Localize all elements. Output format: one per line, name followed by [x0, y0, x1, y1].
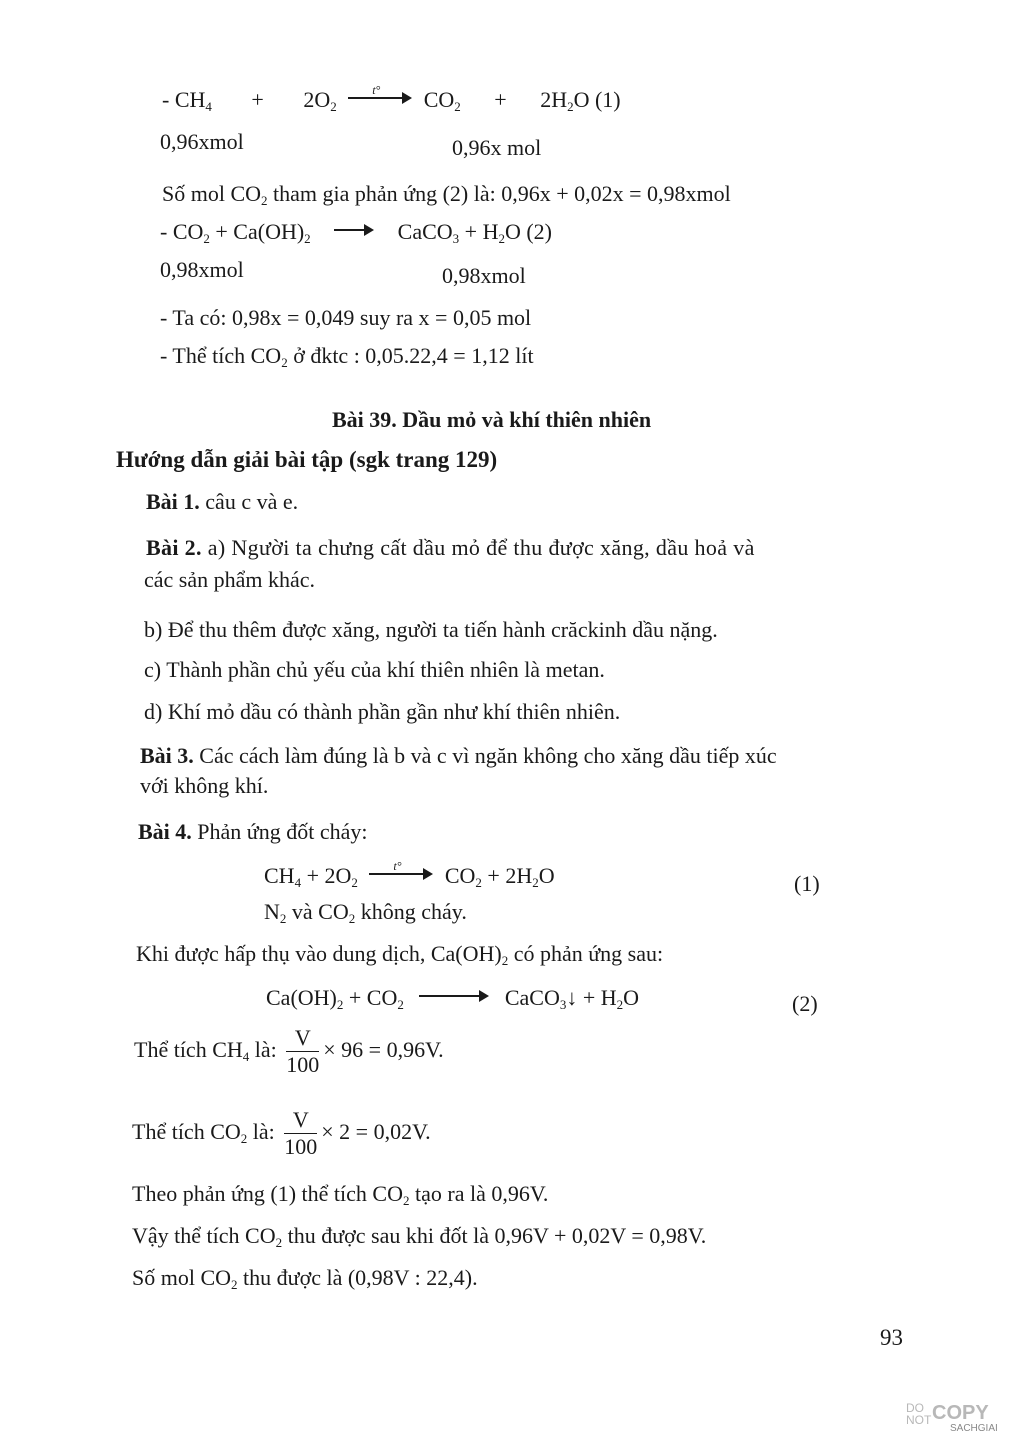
mol-left-2: 0,98xmol	[160, 257, 244, 282]
equation-number-2: (2)	[792, 991, 818, 1016]
mol-left-1: 0,96xmol	[160, 129, 244, 154]
mol-right-1: 0,96x mol	[452, 135, 542, 160]
bai-2-d: d) Khí mỏ dầu có thành phần gần như khí thiên nhiên.	[144, 699, 621, 724]
bai-2-line-1: Bài 2. a) Người ta chưng cất dầu mỏ để thu được xăng, dầu hoả và	[146, 535, 755, 560]
equation-line-2: - $CO_2 + Ca(OH)_2$ CaCO$_3$ + $H_2O$ (2)	[160, 219, 553, 246]
volume-co2-line: Thể tích $CO_2$ là: $\frac{V}{100}$ × 2 = 0,02V.	[132, 1107, 431, 1160]
bai-2-b: b) Để thu thêm được xăng, người ta tiến hành crăckinh dầu nặng.	[144, 617, 718, 642]
bai-2-c: c) Thành phần chủ yếu của khí thiên nhiên là metan.	[144, 657, 605, 682]
reaction-arrow: t°	[369, 867, 433, 881]
section-title: Bài 39. Dầu mỏ và khí thiên nhiên	[332, 407, 652, 432]
bai-3-line-2: với không khí.	[140, 773, 269, 798]
mol-right-2: 0,98xmol	[442, 263, 526, 288]
reaction-arrow: t°	[348, 91, 412, 105]
bai-1: Bài 1. câu c và e.	[146, 489, 299, 514]
bai-4-n2-line: $N_2$ và $CO_2$ không cháy.	[264, 899, 467, 926]
vay-line: Vậy thể tích $CO_2$ thu được sau khi đốt là 0,96V + 0,02V = 0,98V.	[132, 1223, 707, 1250]
somol-line: Số mol $CO_2$ thu được là (0,98V : 22,4).	[132, 1265, 478, 1292]
fraction: $\frac{V}{100}$	[284, 1107, 318, 1160]
text-line-3: Số mol $CO_2$ tham gia phản ứng (2) là: 0,96x + 0,02x = 0,98xmol	[162, 181, 731, 208]
equation-line-1: - $CH_4 + 2O_2$ t° $CO_2 + 2H_2O$ (1)	[162, 83, 621, 114]
watermark-logo: DO NOT COPY SACHGIAI	[906, 1401, 998, 1434]
bai-3-line-1: Bài 3. Các cách làm đúng là b và c vì ngăn không cho xăng dầu tiếp xúc	[140, 743, 777, 768]
bai-2-line-2: các sản phẩm khác.	[144, 567, 316, 592]
bai-4-equation-1: $CH_4 + 2O_2$ t° $CO_2 + 2H_2O$	[264, 859, 555, 890]
reaction-arrow	[334, 223, 374, 237]
bai-4-equation-2: $Ca(OH)_2 + CO_2$ CaCO$_3$↓ + $H_2O$	[266, 985, 640, 1012]
text-line-6: - Ta có: 0,98x = 0,049 suy ra x = 0,05 mol	[160, 305, 532, 330]
fraction: $\frac{V}{100}$	[286, 1025, 320, 1078]
bai-4-absorb-line: Khi được hấp thụ vào dung dịch, $Ca(OH)_2$ có phản ứng sau:	[136, 941, 664, 968]
theo-line: Theo phản ứng (1) thể tích $CO_2$ tạo ra là 0,96V.	[132, 1181, 549, 1208]
reaction-arrow	[419, 989, 489, 1003]
section-subtitle: Hướng dẫn giải bài tập (sgk trang 129)	[116, 447, 498, 472]
equation-number-1: (1)	[794, 871, 820, 896]
bai-4-intro: Bài 4. Phản ứng đốt cháy:	[138, 819, 368, 844]
text-line-7: - Thể tích $CO_2$ ở đktc : 0,05.22,4 = 1,12 lít	[160, 343, 534, 370]
page-number: 93	[880, 1325, 903, 1350]
volume-ch4-line: Thể tích $CH_4$ là: $\frac{V}{100}$ × 96 = 0,96V.	[134, 1025, 444, 1078]
